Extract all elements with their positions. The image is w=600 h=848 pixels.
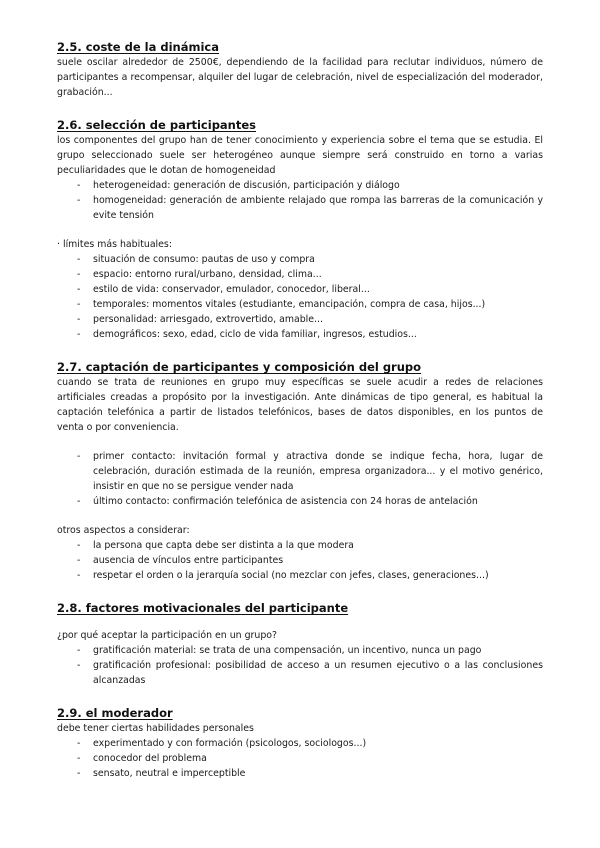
list-item: - heterogeneidad: generación de discusión, participación y diálogo [57,178,543,193]
list-item: - espacio: entorno rural/urbano, densidad, clima... [57,267,543,282]
list-item: - último contacto: confirmación telefónica de asistencia con 24 horas de antelación [57,494,543,509]
list-item: - personalidad: arriesgado, extrovertido, amable... [57,312,543,327]
list-item: - demográficos: sexo, edad, ciclo de vida familiar, ingresos, estudios... [57,327,543,342]
section-body-2-8: ¿por qué aceptar la participación en un grupo? [57,630,278,641]
list-item: - estilo de vida: conservador, emulador, conocedor, liberal... [57,282,543,297]
bullet-list-2-9 [57,736,543,781]
section-heading-2-5: 2.5. coste de la dinámica [57,40,219,54]
list-item: - respetar el orden o la jerarquía social (no mezclar con jefes, clases, generaciones...) [57,568,543,583]
bullet-list-2-8 [57,643,543,688]
sub-label-2-6: · límites más habituales: [57,239,172,250]
section-body-2-7: cuando se trata de reuniones en grupo muy específicas se suele acudir a redes de relaciones artificiales creadas a propósito por la investigación. Ante dinámicas de tipo general, es habitual la captación telefónica a partir de listados telefónicos, bases de datos disponibles, en los puntos de venta o por conveniencia. [57,377,543,433]
section-body-2-9: debe tener ciertas habilidades personales [57,723,254,734]
list-item: - temporales: momentos vitales (estudiante, emancipación, compra de casa, hijos...) [57,297,543,312]
list-item: - primer contacto: invitación formal y atractiva donde se indique fecha, hora, lugar de celebración, duración estimada de la reunión, empresa organizadora... y el motivo genérico, insistir en que no se persigue vender nada [57,449,543,494]
section-heading-2-9: 2.9. el moderador [57,706,173,720]
bullet-list-2-6 [57,178,543,223]
list-item: - gratificación profesional: posibilidad de acceso a un resumen ejecutivo o a las conclusiones alcanzadas [57,658,543,688]
other-aspects-list-2-7 [57,538,543,583]
list-item: - experimentado y con formación (psicologos, sociologos...) [57,736,543,751]
sub-label-2-7: otros aspectos a considerar: [57,525,190,536]
section-heading-2-8: 2.8. factores motivacionales del participante [57,601,349,615]
limits-list-2-6 [57,252,543,342]
section-heading-2-6: 2.6. selección de participantes [57,118,257,132]
list-item: - situación de consumo: pautas de uso y compra [57,252,543,267]
list-item: - homogeneidad: generación de ambiente relajado que rompa las barreras de la comunicación y evite tensión [57,193,543,223]
list-item: - gratificación material: se trata de una compensación, un incentivo, nunca un pago [57,643,543,658]
section-body-2-5: suele oscilar alrededor de 2500€, dependiendo de la facilidad para reclutar individuos, número de participantes a recompensar, alquiler del lugar de celebración, nivel de especialización del moderador, grabación... [57,57,543,98]
list-item: - ausencia de vínculos entre participantes [57,553,543,568]
list-item: - la persona que capta debe ser distinta a la que modera [57,538,543,553]
document-page [57,40,543,781]
bullet-list-2-7 [57,449,543,509]
section-heading-2-7: 2.7. captación de participantes y composición del grupo [57,360,422,374]
list-item: - sensato, neutral e imperceptible [57,766,543,781]
section-body-2-6: los componentes del grupo han de tener conocimiento y experiencia sobre el tema que se estudia. El grupo seleccionado suele ser heterogéneo aunque siempre será construido en torno a varias peculiaridades que le dotan de homogeneidad [57,135,543,176]
list-item: - conocedor del problema [57,751,543,766]
